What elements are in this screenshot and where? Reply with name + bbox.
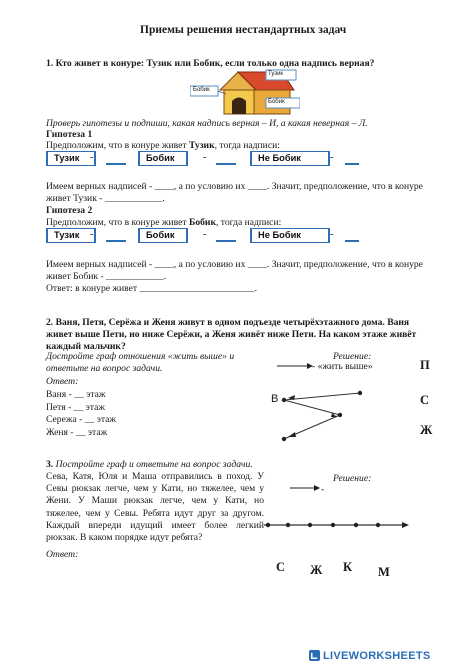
task3-answer-label: Ответ: — [46, 549, 79, 560]
hyp1-text-after: , тогда надписи: — [214, 140, 280, 151]
hyp2-text — [46, 217, 281, 228]
footer-brand[interactable]: LIVEWORKSHEETS — [323, 650, 431, 662]
hyp2-answer-3[interactable] — [345, 240, 359, 242]
task3-letter-s[interactable]: С — [276, 560, 286, 574]
hyp2-result-1: Имеем верных надписей - ____, а по условию их ____. Значит, предположение, что в конуре — [46, 259, 423, 270]
task3-question — [46, 459, 253, 470]
sign-bobik: Бобик — [193, 87, 210, 93]
task3-legend-arrow — [290, 484, 320, 492]
task1-instruction: Проверь гипотезы и подпиши, какая надпись верная – И, а какая неверная – Л. — [46, 118, 368, 129]
hyp1-text-before: Предположим, что в конуре живет — [46, 140, 189, 151]
hyp1-text — [46, 140, 280, 151]
task2-legend-text: - «жить выше» — [312, 361, 373, 372]
task2-line-vanya: Ваня - __ этаж — [46, 389, 106, 400]
hyp2-label: Гипотеза 2 — [46, 205, 93, 216]
hyp1-dash-1: - — [90, 152, 94, 163]
task3-legend-text: - — [321, 484, 325, 495]
task2-node-b: В — [271, 393, 279, 405]
task2-solution-label: Решение: — [333, 351, 372, 362]
hyp2-answer-1[interactable] — [106, 240, 126, 242]
hyp1-answer-2[interactable] — [216, 163, 236, 165]
hyp2-text-before: Предположим, что в конуре живет — [46, 217, 189, 228]
hyp2-dash-1: - — [90, 229, 94, 240]
hyp2-box-bobik: Бобик — [138, 228, 188, 243]
liveworksheets-logo-icon — [309, 650, 320, 661]
task3-letter-k[interactable]: К — [343, 560, 353, 574]
hyp2-box-ne-bobik: Не Бобик — [250, 228, 330, 243]
task1-question: 1. Кто живет в конуре: Тузик или Бобик, если только одна надпись верная? — [46, 58, 375, 69]
task2-question: 2. Ваня, Петя, Серёжа и Женя живут в одном подъезде четырёхэтажного дома. Ваня живет выше Пети, но ниже Серёжи, а Женя живёт ниже Пети. На каком этаже живёт каждый мальчик? — [46, 317, 417, 352]
hyp1-label: Гипотеза 1 — [46, 129, 93, 140]
hyp2-result-2: живет Бобик - ____________. — [46, 271, 167, 282]
hyp2-box-tuzik: Тузик — [46, 228, 96, 243]
hyp1-result-2: живет Тузик - ____________. — [46, 193, 165, 204]
task2-letter-zh[interactable]: Ж — [420, 423, 433, 437]
hyp2-text-after: , тогда надписи: — [215, 217, 282, 228]
hyp2-dash-3: - — [330, 229, 334, 240]
task2-legend-arrow — [277, 362, 313, 370]
sign-tuzik: Тузик — [268, 71, 284, 77]
task2-line-petya: Петя - __ этаж — [46, 402, 105, 413]
task3-solution-label: Решение: — [333, 473, 372, 484]
task2-letter-s[interactable]: С — [420, 393, 430, 407]
hyp1-answer-3[interactable] — [345, 163, 359, 165]
task3-question-text: Постройте граф и ответьте на вопрос задачи. — [55, 459, 253, 470]
hyp2-name: Бобик — [188, 217, 216, 228]
hyp1-box-ne-bobik: Не Бобик — [250, 151, 330, 166]
hyp1-dash-3: - — [330, 152, 334, 163]
task2-graph — [270, 385, 390, 445]
hyp2-answer-2[interactable] — [216, 240, 236, 242]
task3-letter-zh[interactable]: Ж — [310, 563, 323, 577]
task1-answer: Ответ: в конуре живет ________________________. — [46, 283, 258, 294]
task3-number: 3. — [46, 459, 54, 470]
doghouse-illustration — [190, 68, 300, 120]
hyp1-result-1: Имеем верных надписей - ____, а по условию их ____. Значит, предположение, что в конуре — [46, 181, 423, 192]
task3-number-line — [260, 519, 410, 531]
task3-text: Сева, Катя, Юля и Маша отправились в поход. У Севы рюкзак легче, чем у Кати, но тяжелее, чем у Жени. У Маши рюкзак легче, чем у Кати, но тяжелее, чем у Севы. Ребята идут друг за другом. Каждый впереди идущий имеет более легкий рюкзак. В каком порядке идут ребята? — [46, 471, 264, 544]
task2-line-serezha: Сережа - __ этаж — [46, 414, 117, 425]
hyp2-dash-2: - — [203, 229, 207, 240]
hyp1-box-tuzik: Тузик — [46, 151, 96, 166]
sign-bobik-2: Бобик — [268, 99, 285, 105]
hyp1-name: Тузик — [188, 140, 215, 151]
task2-instruction: Достройте граф отношения «жить выше» и ответьте на вопрос задачи. — [46, 351, 235, 374]
task3-letter-m[interactable]: М — [378, 565, 390, 579]
task2-answer-label: Ответ: — [46, 376, 79, 387]
task2-letter-p[interactable]: П — [420, 358, 430, 372]
hyp1-dash-2: - — [203, 152, 207, 163]
task2-line-zhenya: Женя - __ этаж — [46, 427, 108, 438]
hyp1-box-bobik: Бобик — [138, 151, 188, 166]
hyp1-answer-1[interactable] — [106, 163, 126, 165]
page-title: Приемы решения нестандартных задач — [140, 24, 347, 36]
